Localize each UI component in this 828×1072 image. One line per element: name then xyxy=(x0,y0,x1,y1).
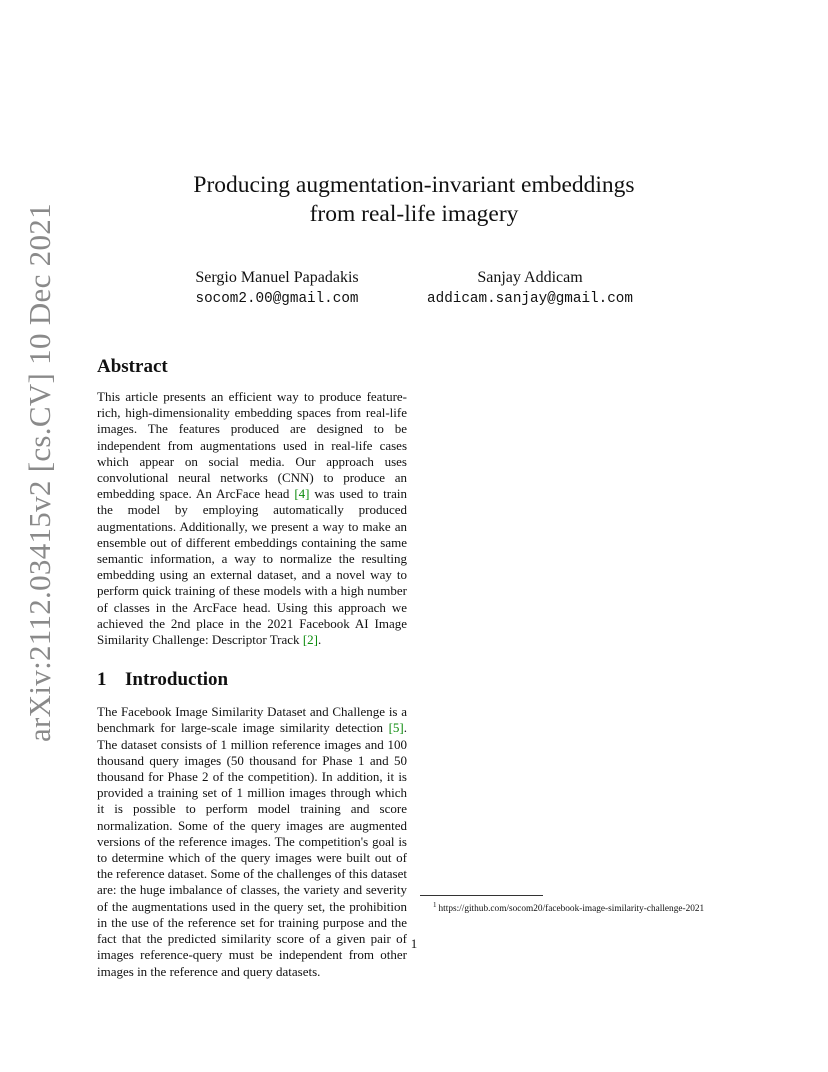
citation-link[interactable]: [5] xyxy=(388,720,404,736)
author-name: Sanjay Addicam xyxy=(477,269,583,286)
abstract-text-part: . xyxy=(317,632,322,648)
footnote-rule xyxy=(420,895,543,896)
footnote-mark: 1 xyxy=(433,901,437,909)
author-2 xyxy=(410,268,650,309)
abstract-heading: Abstract xyxy=(97,356,168,377)
footnote xyxy=(433,901,704,914)
arxiv-stamp: arXiv:2112.03415v2 [cs.CV] 10 Dec 2021 xyxy=(22,203,57,742)
author-email: addicam.sanjay@gmail.com xyxy=(427,291,633,307)
citation-link[interactable]: [2] xyxy=(302,632,318,648)
abstract-text xyxy=(97,389,407,648)
intro-text-part: . The dataset consists of 1 million reference images and 100 thousand query images (50 thousand for Phase 1 and 50 thousand for Phase 2 of the competition). In addition, it is provided a training set of 1 million images through which it is possible to perform model training and score normalization. Some of the query images are augmented versions of the reference images. The competition's goal is to determine which of the query images were built out of the reference dataset. Some of the challenges of this dataset are: the huge imbalance of classes, the variety and severity of the augmentations used in the query set, the prohibition in the use of the reference set for training purpose and the fact that the predicted similarity score of a given pair of images reference-query must be independent from other images in the reference and query datasets. xyxy=(97,720,407,979)
left-column xyxy=(97,355,407,980)
title-line-1: Producing augmentation-invariant embeddings xyxy=(193,172,635,198)
abstract-text-part: was used to train the model by employing automatically produced augmentations. Additionally, we present a way to make an ensemble out of different embeddings containing the same semantic information, a way to normalize the resulting embedding using an external dataset, and a novel way to perform quick training of these models with a high number of classes in the ArcFace head. Using this approach we achieved the 2nd place in the 2021 Facebook AI Image Similarity Challenge: Descriptor Track xyxy=(97,486,408,648)
citation-link[interactable]: [4] xyxy=(294,486,310,502)
abstract-text-part: This article presents an efficient way to produce feature-rich, high-dimensionality embedding spaces from real-life images. The features produced are designed to be independent from augmentations used in real-life cases which appear on social media. Our approach uses convolutional neural networks (CNN) to produce an embedding space. An ArcFace head xyxy=(97,389,407,502)
author-1 xyxy=(185,268,369,309)
introduction-heading xyxy=(97,668,407,692)
section-number: 1 xyxy=(97,669,107,691)
author-name: Sergio Manuel Papadakis xyxy=(195,269,359,286)
footnote-url[interactable]: https://github.com/socom20/facebook-image-similarity-challenge-2021 xyxy=(438,904,705,915)
section-title: Introduction xyxy=(125,669,229,691)
intro-text-part: The Facebook Image Similarity Dataset and Challenge is a benchmark for large-scale image similarity detection xyxy=(97,704,407,736)
page-number: 1 xyxy=(410,936,418,951)
paper-title xyxy=(0,171,828,229)
title-line-2: from real-life imagery xyxy=(309,201,519,227)
author-email: socom2.00@gmail.com xyxy=(195,291,359,307)
